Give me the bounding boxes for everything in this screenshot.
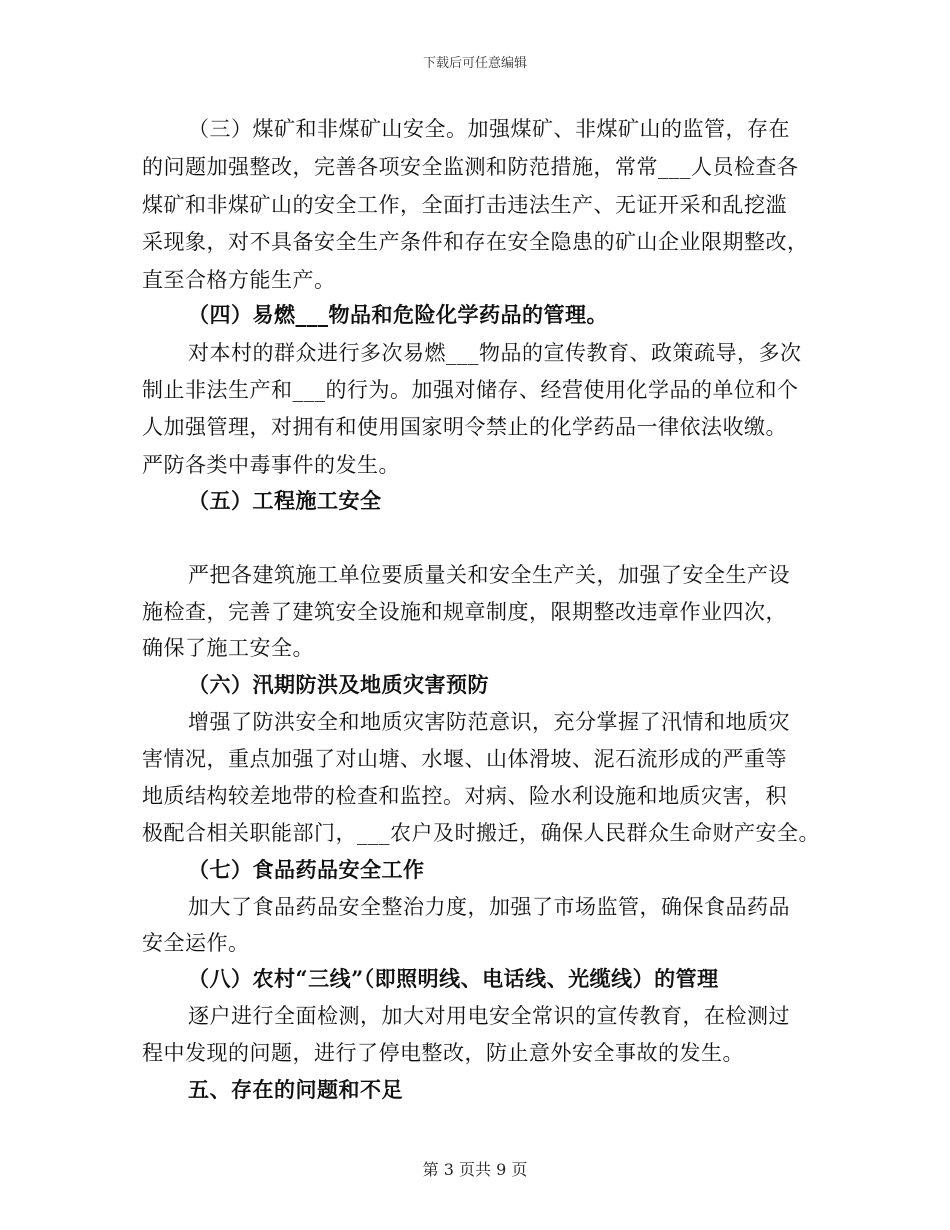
section-heading: （八）农村“三线”（即照明线、电话线、光缆线）的管理 — [188, 966, 719, 991]
page-number: 第 3 页共 9 页 — [422, 1160, 528, 1179]
text-line: 对本村的群众进行多次易燃___物品的宣传教育、政策疏导，多次 — [188, 341, 802, 365]
text-line: 增强了防洪安全和地质灾害防范意识，充分掌握了汛情和地质灾 — [188, 710, 790, 734]
chapter-heading: 五、存在的问题和不足 — [188, 1077, 403, 1102]
section-heading: （七）食品药品安全工作 — [188, 857, 425, 882]
text-line: 制止非法生产和___的行为。加强对储存、经营使用化学品的单位和个 — [142, 378, 799, 402]
text-line: （三）煤矿和非煤矿山安全。加强煤矿、非煤矿山的监管，存在 — [188, 117, 790, 141]
section-heading: （五）工程施工安全 — [188, 488, 382, 513]
section-heading: （四）易燃___物品和危险化学药品的管理。 — [188, 302, 608, 327]
text-line: 程中发现的问题，进行了停电整改，防止意外安全事故的发生。 — [142, 1041, 744, 1065]
text-line: 地质结构较差地带的检查和监控。对病、险水利设施和地质灾害，积 — [142, 784, 787, 808]
section-heading: （六）汛期防洪及地质灾害预防 — [188, 672, 489, 697]
text-line: 煤矿和非煤矿山的安全工作，全面打击违法生产、无证开采和乱挖滥 — [142, 193, 787, 217]
page-header: 下载后可任意编辑 — [422, 56, 527, 71]
text-line: 确保了施工安全。 — [142, 636, 314, 660]
text-line: 直至合格方能生产。 — [142, 268, 336, 292]
text-line: 采现象，对不具备安全生产条件和存在安全隐患的矿山企业限期整改， — [142, 230, 809, 254]
text-line: 施检查，完善了建筑安全设施和规章制度，限期整改违章作业四次， — [142, 600, 787, 624]
text-line: 的问题加强整改，完善各项安全监测和防范措施，常常___人员检查各 — [142, 155, 799, 179]
text-line: 极配合相关职能部门，___农户及时搬迁，确保人民群众生命财产安全。 — [142, 821, 820, 845]
text-line: 严防各类中毒事件的发生。 — [142, 453, 400, 477]
text-line: 人加强管理，对拥有和使用国家明令禁止的化学药品一律依法收缴。 — [142, 415, 787, 439]
text-line: 害情况，重点加强了对山塘、水堰、山体滑坡、泥石流形成的严重等 — [142, 747, 787, 771]
text-line: 加大了食品药品安全整治力度，加强了市场监管，确保食品药品 — [188, 895, 790, 919]
text-line: 逐户进行全面检测，加大对用电安全常识的宣传教育，在检测过 — [188, 1004, 790, 1028]
text-line: 安全运作。 — [142, 931, 250, 955]
text-line: 严把各建筑施工单位要质量关和安全生产关，加强了安全生产设 — [188, 563, 790, 587]
